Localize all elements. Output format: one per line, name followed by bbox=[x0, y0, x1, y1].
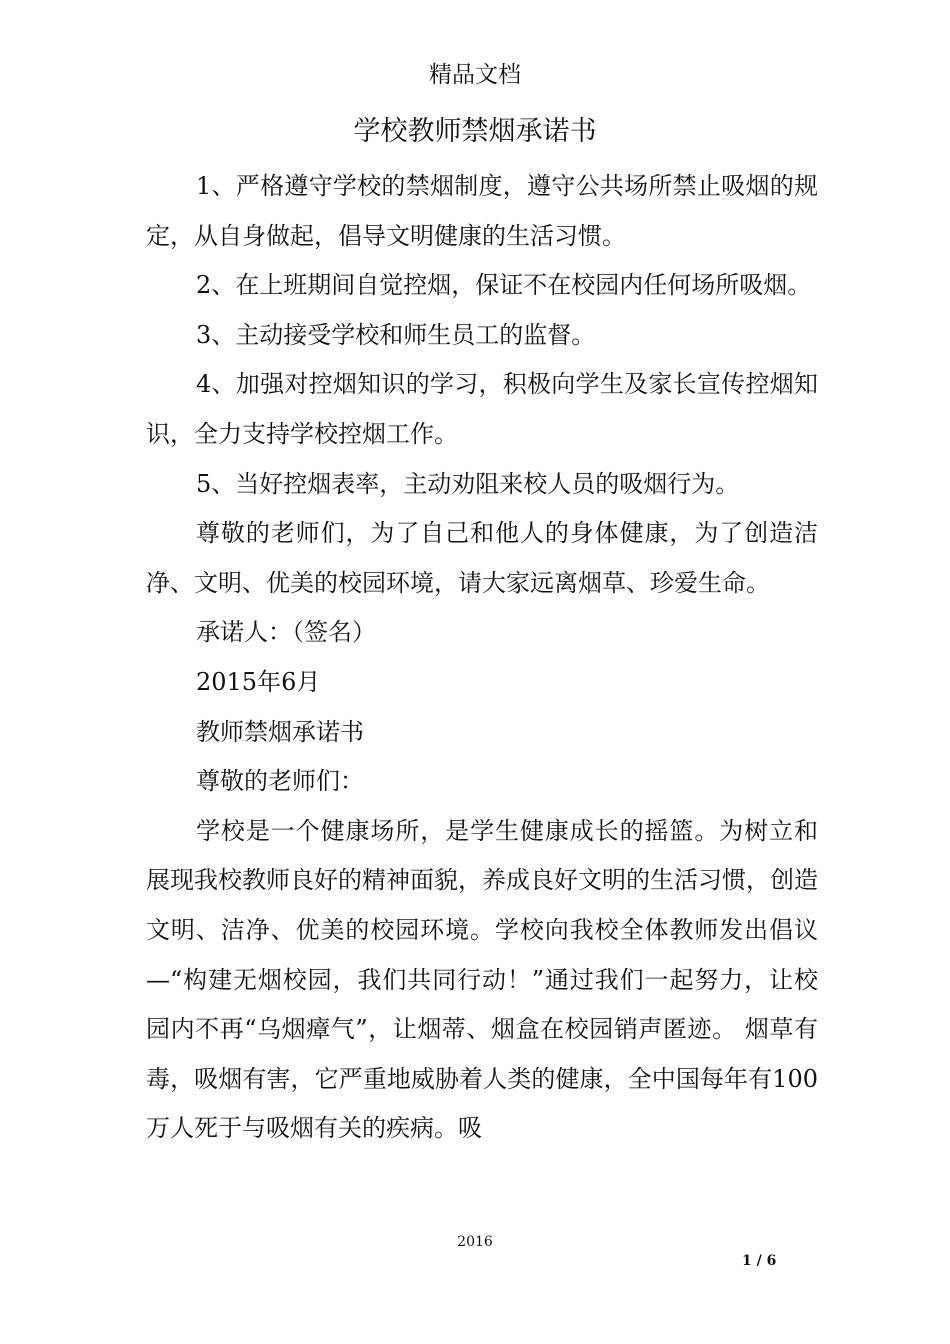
page-header: 精品文档 bbox=[429, 62, 521, 88]
section-heading: 教师禁烟承诺书 bbox=[196, 717, 364, 746]
paragraph-rule-3: 3、主动接受学校和师生员工的监督。 bbox=[196, 320, 596, 349]
salutation: 尊敬的老师们： bbox=[196, 767, 364, 796]
footer-year: 2016 bbox=[457, 1234, 493, 1250]
paragraph-rule-4: 4、加强对控烟知识的学习，积极向学生及家长宣传控烟知识，全力支持学校控烟工作。 bbox=[146, 370, 818, 448]
paragraph-rule-2: 2、在上班期间自觉控烟，保证不在校园内任何场所吸烟。 bbox=[196, 271, 812, 300]
signature-line: 承诺人：（签名） bbox=[196, 618, 376, 647]
page-number: 1 / 6 bbox=[742, 1253, 777, 1269]
document-body bbox=[146, 162, 818, 1154]
date-line: 2015年6月 bbox=[196, 667, 321, 696]
paragraph-initiative: 学校是一个健康场所，是学生健康成长的摇篮。为树立和展现我校教师良好的精神面貌，养成良好文明的生活习惯，创造文明、洁净、优美的校园环境。学校向我校全体教师发出倡议—“构建无烟校园，我们共同行动！”通过我们一起努力，让校园内不再“乌烟瘴气”，让烟蒂、烟盒在校园销声匿迹。 烟草有毒，吸烟有害，它严重地威胁着人类的健康，全中国每年有100万人死于与吸烟有关的疾病。吸 bbox=[146, 816, 818, 1143]
paragraph-rule-1: 1、严格遵守学校的禁烟制度，遵守公共场所禁止吸烟的规定，从自身做起，倡导文明健康的生活习惯。 bbox=[146, 172, 818, 250]
paragraph-appeal: 尊敬的老师们，为了自己和他人的身体健康，为了创造洁净、文明、优美的校园环境，请大家远离烟草、珍爱生命。 bbox=[146, 519, 818, 597]
document-title: 学校教师禁烟承诺书 bbox=[353, 116, 597, 147]
paragraph-rule-5: 5、当好控烟表率，主动劝阻来校人员的吸烟行为。 bbox=[196, 469, 740, 498]
